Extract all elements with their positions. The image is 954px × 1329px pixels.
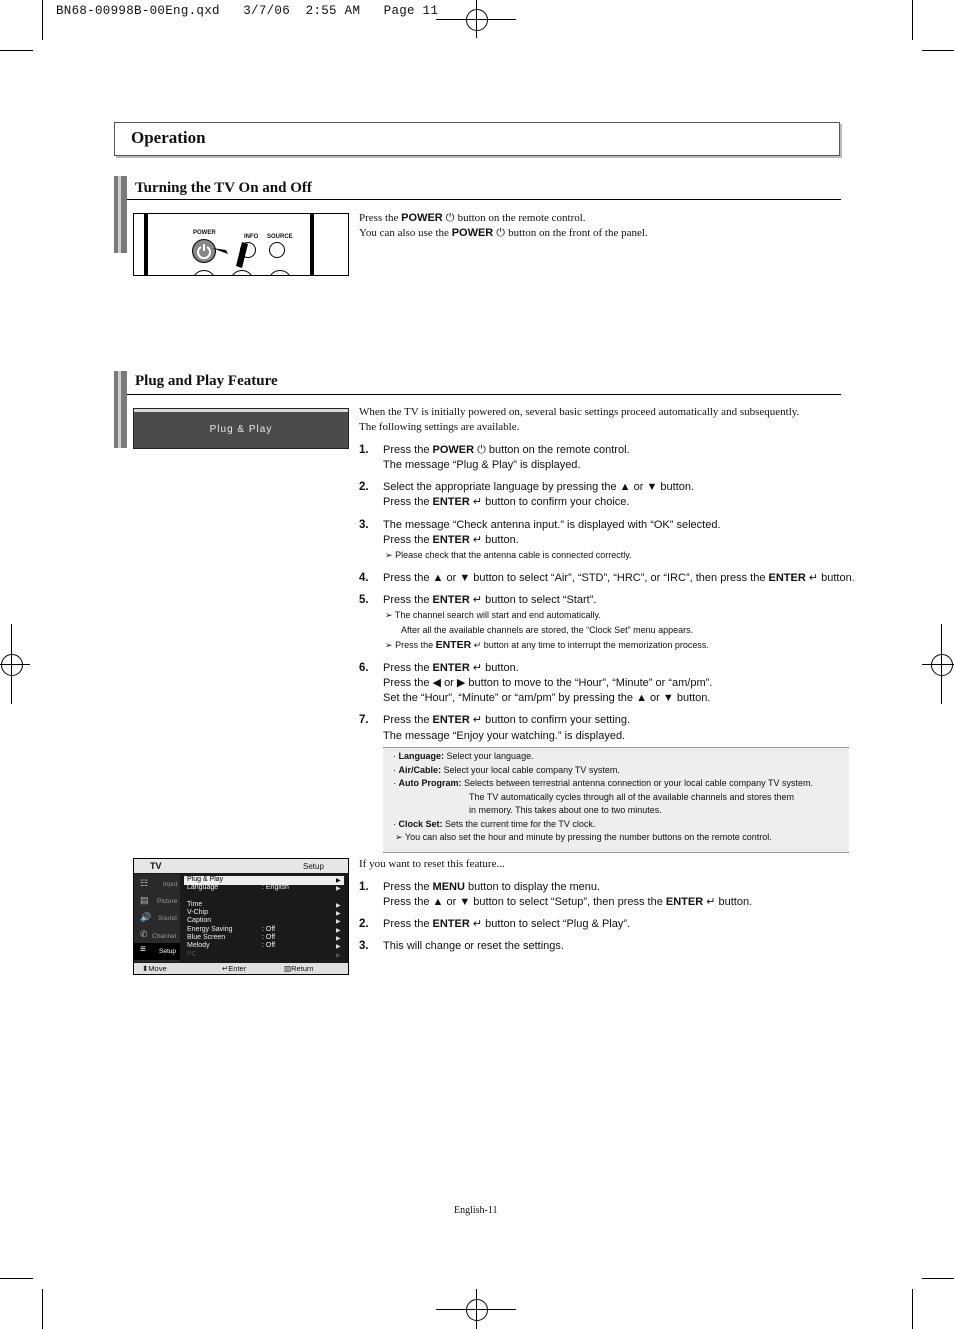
enter-icon: ↵ (469, 714, 483, 726)
enter-icon: ↵ (469, 496, 483, 508)
osd-footer-return: ▥Return (284, 964, 314, 973)
enter-icon: ↵ (469, 918, 483, 930)
enter-icon: ↵ (469, 594, 483, 606)
osd-value-language: : English (262, 884, 289, 891)
osd-side-sound: Sound (158, 915, 177, 922)
crop-mark (912, 1289, 913, 1329)
osd-side-picture: Picture (157, 898, 178, 905)
power-instruction-1: Press the POWER ⏻ button on the remote control. (359, 212, 586, 224)
down-arrow-icon: ▼ (459, 572, 471, 584)
osd-value-melody: : Off (262, 942, 276, 949)
osd-header (134, 859, 348, 873)
registration-mark (466, 9, 488, 31)
note-interrupt: ➢ Press the ENTER ↵ button at any time to interrupt the memorization process. (385, 639, 709, 651)
note-antenna: ➢ Please check that the antenna cable is connected correctly. (385, 550, 632, 560)
sound-icon: 🔊 (140, 912, 152, 922)
osd-tv-label: TV (150, 861, 162, 871)
registration-mark (1, 654, 23, 676)
note-arrow-icon: ➢ (395, 832, 403, 842)
info-clock-set: · Clock Set: Sets the current time for the TV clock. (393, 819, 596, 829)
info-language: · Language: Select your language. (393, 751, 534, 761)
remote-power-label: POWER (193, 230, 216, 236)
osd-sidebar (134, 874, 180, 962)
crop-mark (42, 1289, 43, 1329)
crop-mark (0, 50, 33, 51)
note-clock-set: After all the available channels are stored, the “Clock Set” menu appears. (401, 625, 694, 635)
crop-mark (912, 0, 913, 40)
osd-arrow-icon: ▶ (336, 953, 341, 959)
remote-edge (310, 213, 314, 276)
section-rule (127, 394, 841, 395)
osd-arrow-icon: ▶ (336, 878, 341, 884)
info-clock-note: ➢ You can also set the hour and minute by pressing the number buttons on the remote control. (395, 832, 772, 842)
up-arrow-icon: ▲ (432, 896, 444, 908)
osd-side-setup-selected (134, 943, 180, 960)
osd-item-vchip: V-Chip (187, 909, 209, 916)
osd-item-melody: Melody (187, 942, 210, 949)
remote-info-label: INFO (244, 234, 259, 240)
input-icon: ☷ (140, 878, 149, 888)
power-icon: ⏻ (474, 444, 489, 456)
crop-mark (0, 1278, 33, 1279)
page-number: English-11 (454, 1205, 498, 1216)
osd-value-blue: : Off (262, 934, 276, 941)
settings-info-box (383, 747, 849, 853)
power-icon: ⏻ (493, 227, 509, 239)
move-icon: ⬍ (142, 964, 149, 973)
enter-icon: ↵ (469, 534, 483, 546)
setup-icon: ≡ (140, 944, 146, 955)
osd-item-plug-play: Plug & Play (187, 876, 224, 883)
plug-play-screen-label: Plug & Play (209, 424, 273, 435)
remote-button-icon (268, 270, 292, 276)
osd-item-pc: PC (187, 951, 197, 958)
page-title: Operation (131, 128, 206, 147)
osd-item-energy-saving: Energy Saving (187, 926, 233, 933)
section-title-turning-on: Turning the TV On and Off (135, 180, 312, 196)
up-arrow-icon: ▲ (636, 692, 647, 704)
channel-icon: ✆ (140, 929, 148, 939)
osd-item-language: Language (187, 884, 219, 891)
intro-line-1: When the TV is initially powered on, several basic settings proceed automatically and subsequently. (359, 406, 800, 418)
left-arrow-icon: ◀ (432, 677, 441, 689)
info-cable: · Air/Cable: Select your local cable company TV system. (393, 765, 620, 775)
osd-footer-enter: ↵Enter (222, 964, 247, 973)
section-rule (127, 199, 841, 200)
section-bar (114, 176, 127, 253)
osd-footer (134, 963, 348, 974)
osd-arrow-icon: ▶ (336, 903, 341, 909)
down-arrow-icon: ▼ (459, 896, 471, 908)
osd-item-time: Time (187, 901, 203, 908)
osd-setup-label: Setup (303, 862, 324, 871)
plug-play-screen (133, 408, 349, 449)
down-arrow-icon: ▼ (662, 692, 674, 704)
osd-value-energy: : Off (262, 926, 276, 933)
note-arrow-icon: ➢ (385, 610, 393, 620)
enter-icon: ↵ (222, 964, 229, 973)
section-bar (114, 371, 127, 448)
osd-footer-move: ⬍Move (142, 964, 167, 973)
return-icon: ▥ (284, 964, 292, 973)
remote-button-icon (230, 270, 254, 276)
osd-side-input: Input (163, 881, 178, 888)
enter-icon: ↵ (471, 640, 482, 650)
osd-arrow-icon: ▶ (336, 928, 341, 934)
page-title-box (114, 122, 840, 156)
setup-menu-screen (133, 858, 349, 975)
osd-arrow-icon: ▶ (336, 936, 341, 942)
note-channel-search: ➢ The channel search will start and end automatically. (385, 610, 601, 620)
picture-icon: ▤ (140, 895, 149, 905)
crop-mark (922, 1278, 954, 1279)
up-arrow-icon: ▲ (619, 481, 631, 493)
info-auto-program-2: The TV automatically cycles through all of the available channels and stores them (469, 792, 795, 802)
remote-illustration (133, 213, 349, 276)
osd-arrow-icon: ▶ (336, 886, 341, 892)
remote-button-icon (192, 270, 216, 276)
osd-item-caption: Caption (187, 917, 212, 924)
osd-arrow-icon: ▶ (336, 911, 341, 917)
osd-side-setup: Setup (159, 948, 176, 955)
enter-icon: ↵ (703, 896, 716, 908)
crop-mark (922, 50, 954, 51)
remote-source-label: SOURCE (267, 234, 293, 240)
osd-side-channel: Channel (152, 933, 177, 940)
pointer-arrow-icon (212, 240, 252, 270)
info-auto-program-3: in memory. This takes about one to two minutes. (469, 805, 662, 815)
remote-edge (144, 213, 148, 276)
enter-icon: ↵ (805, 572, 819, 584)
power-instruction-2: You can also use the POWER ⏻ button on the front of the panel. (359, 227, 648, 239)
intro-line-2: The following settings are available. (359, 421, 520, 433)
crop-mark (42, 0, 43, 40)
registration-line (0, 664, 30, 665)
power-icon: ⏻ (442, 212, 458, 224)
info-auto-program: · Auto Program: Selects between terrestrial antenna connection or your local cable company TV system. (393, 778, 814, 788)
enter-icon: ↵ (469, 662, 483, 674)
reset-intro: If you want to reset this feature... (359, 858, 505, 870)
registration-line (476, 0, 477, 38)
registration-mark (466, 1299, 488, 1321)
file-slug: BN68-00998B-00Eng.qxd 3/7/06 2:55 AM Page 11 (56, 4, 439, 18)
note-arrow-icon: ➢ (385, 550, 393, 560)
down-arrow-icon: ▼ (646, 481, 658, 493)
source-button-icon (269, 242, 285, 258)
registration-line (922, 664, 954, 665)
osd-arrow-icon: ▶ (336, 944, 341, 950)
right-arrow-icon: ▶ (456, 677, 466, 689)
note-arrow-icon: ➢ (385, 640, 393, 650)
registration-line (476, 1289, 477, 1329)
section-title-plug-play: Plug and Play Feature (135, 373, 278, 389)
osd-item-blue-screen: Blue Screen (187, 934, 226, 941)
registration-mark (931, 654, 953, 676)
osd-arrow-icon: ▶ (336, 919, 341, 925)
up-arrow-icon: ▲ (432, 572, 444, 584)
